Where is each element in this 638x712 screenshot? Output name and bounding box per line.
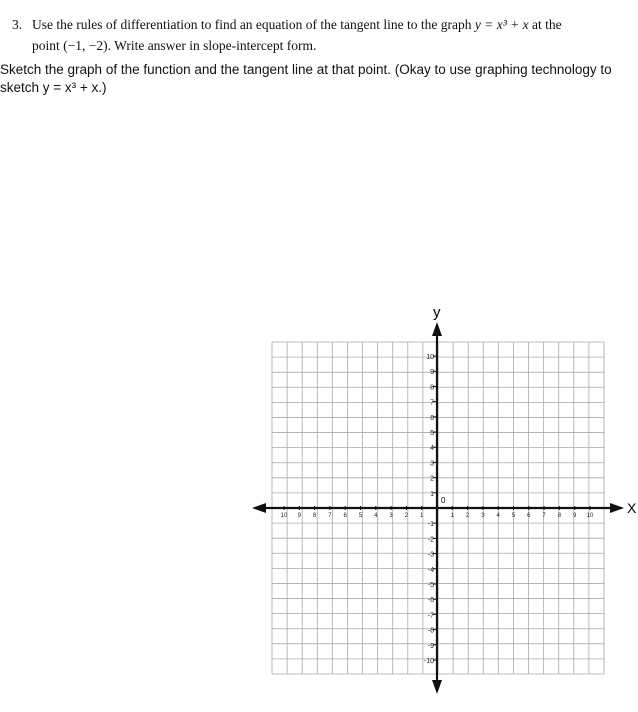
x-tick-label: 9: [297, 513, 301, 519]
problem-text-2-prefix: point: [32, 38, 60, 53]
y-tick-label: 7: [430, 399, 434, 407]
x-tick-label: 2: [465, 513, 470, 519]
x-tick-label: 1: [450, 513, 454, 519]
y-tick-label: 6: [430, 414, 434, 422]
x-tick-label: 4: [374, 513, 378, 519]
y-tick-label: 9: [430, 369, 434, 377]
x-tick-label: 9: [573, 513, 577, 519]
y-tick-label: -3: [427, 551, 434, 559]
point-coordinates: (−1, −2).: [63, 38, 111, 53]
x-tick-label: 7: [542, 513, 546, 519]
problem-text-1: Use the rules of differentiation to find an equation of the tangent line to the graph: [32, 17, 472, 32]
x-tick-label: 7: [328, 513, 332, 519]
sketch-instructions: Sketch the graph of the function and the tangent line at that point. (Okay to use graphing technology to sketch y = x³ + x.): [0, 62, 612, 95]
y-tick-label: -2: [427, 536, 434, 544]
problem-text-1-suffix: at the: [532, 17, 562, 32]
origin-label: 0: [441, 496, 446, 505]
y-tick-label: -7: [427, 612, 434, 620]
y-tick-label: 2: [430, 475, 434, 483]
y-tick-label: 8: [430, 384, 434, 392]
x-tick-label: 5: [358, 513, 363, 519]
x-axis-right-arrow: [610, 503, 624, 513]
y-tick-label: -1: [427, 521, 434, 529]
y-tick-label: -4: [427, 566, 434, 574]
x-tick-label: 10: [280, 513, 288, 519]
y-tick-label: -10: [423, 658, 434, 665]
x-tick-label: 5: [511, 513, 516, 519]
problem-text-2: Write answer in slope-intercept form.: [114, 38, 317, 53]
x-tick-label: 8: [557, 513, 562, 519]
y-tick-label: 4: [430, 445, 434, 453]
y-tick-label: -8: [427, 627, 434, 635]
y-tick-label: -5: [427, 582, 434, 589]
x-tick-label: 10: [586, 513, 594, 519]
y-axis-label: y: [433, 304, 441, 321]
x-axis-label: X: [627, 500, 637, 516]
x-tick-label: 3: [389, 513, 393, 519]
x-tick-label: 2: [404, 513, 409, 519]
problem-number: 3.: [12, 17, 23, 32]
x-tick-label: 8: [312, 513, 317, 519]
y-tick-label: 3: [430, 460, 434, 468]
axes: [252, 322, 624, 694]
x-tick-label: 4: [496, 513, 500, 519]
y-tick-label: 1: [430, 490, 434, 498]
x-tick-label: 3: [481, 513, 485, 519]
x-tick-label: 1: [420, 513, 424, 519]
x-tick-label: 6: [527, 513, 531, 519]
y-tick-label: 10: [426, 354, 434, 361]
function-equation: y = x³ + x: [474, 17, 529, 32]
x-axis-left-arrow: [252, 503, 266, 513]
x-tick-label: 6: [343, 513, 347, 519]
y-tick-label: -9: [427, 642, 434, 650]
y-axis-down-arrow: [432, 680, 442, 694]
y-axis-up-arrow: [432, 322, 442, 336]
y-tick-label: 5: [430, 430, 434, 437]
y-tick-label: -6: [427, 597, 434, 605]
